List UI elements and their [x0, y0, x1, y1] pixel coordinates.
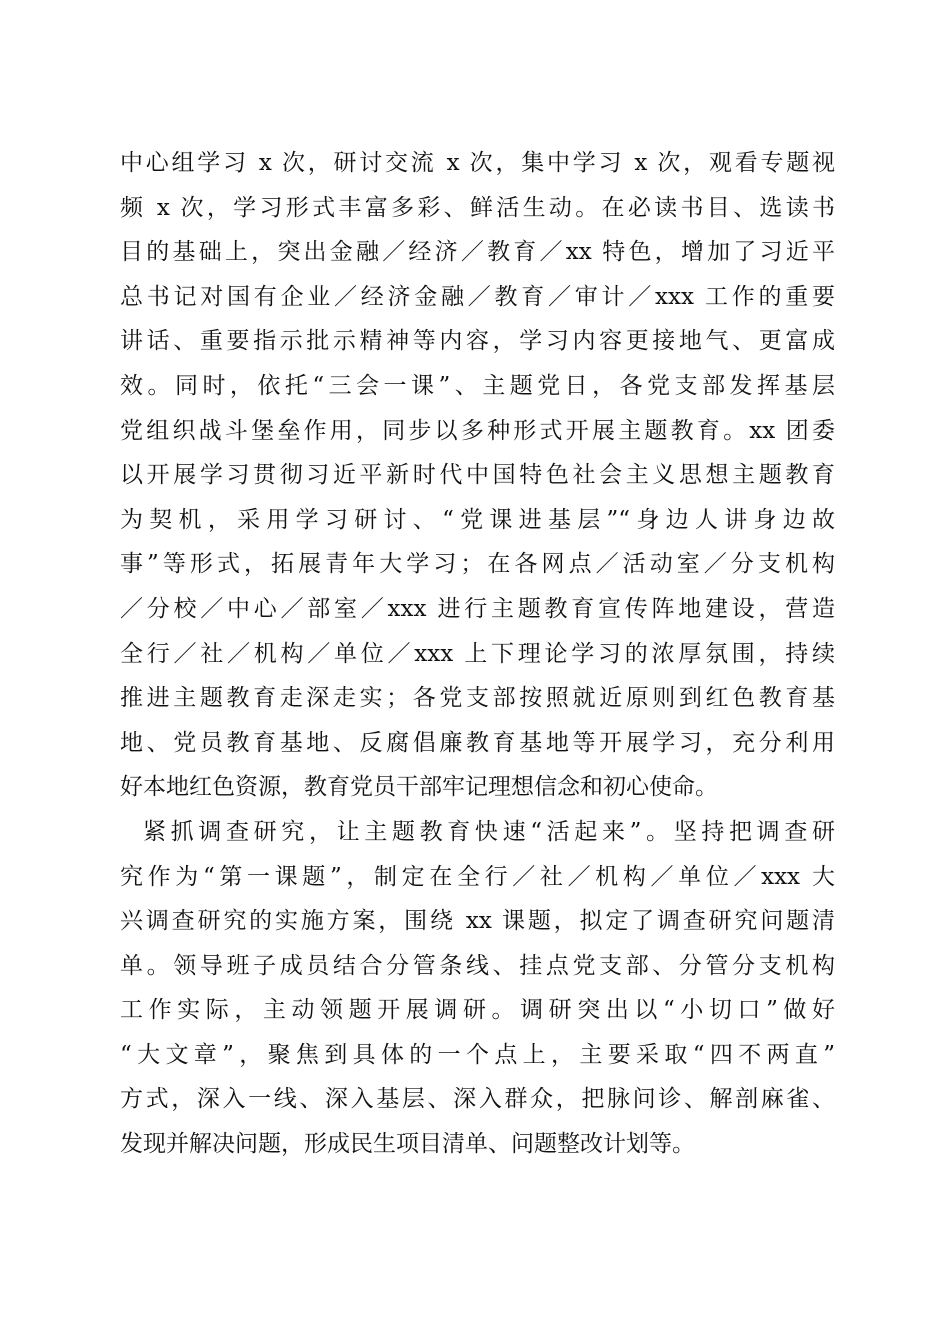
text-line: 效。同时，依托“三会一课”、主题党日，各党支部发挥基层: [120, 372, 835, 399]
text-line: 紧抓调查研究，让主题教育快速“活起来”。坚持把调查研: [143, 818, 835, 845]
text-line: 地、党员教育基地、反腐倡廉教育基地等开展学习，充分利用: [120, 729, 835, 756]
text-line: ／分校／中心／部室／xxx 进行主题教育宣传阵地建设，营造: [120, 595, 835, 622]
text-line: 单。领导班子成员结合分管条线、挂点党支部、分管分支机构: [120, 952, 835, 979]
text-line: 好本地红色资源，教育党员干部牢记理想信念和初心使命。: [120, 774, 718, 801]
paragraph-study-forms: [120, 141, 835, 810]
text-line: 为契机，采用学习研讨、“党课进基层”“身边人讲身边故: [120, 506, 835, 533]
text-line: 总书记对国有企业／经济金融／教育／审计／xxx 工作的重要: [120, 283, 835, 310]
paragraph-research: [120, 810, 835, 1167]
text-line: 发现并解决问题，形成民生项目清单、问题整改计划等。: [120, 1131, 695, 1158]
text-line: 兴调查研究的实施方案，围绕 xx 课题，拟定了调查研究问题清: [120, 908, 835, 935]
text-line: “大文章”，聚焦到具体的一个点上，主要采取“四不两直”: [120, 1041, 835, 1068]
text-line: 讲话、重要指示批示精神等内容，学习内容更接地气、更富成: [120, 328, 835, 355]
text-line: 中心组学习 x 次，研讨交流 x 次，集中学习 x 次，观看专题视: [120, 150, 835, 176]
text-line: 方式，深入一线、深入基层、深入群众，把脉问诊、解剖麻雀、: [120, 1086, 835, 1113]
text-line: 以开展学习贯彻习近平新时代中国特色社会主义思想主题教育: [120, 462, 835, 489]
text-line: 党组织战斗堡垒作用，同步以多种形式开展主题教育。xx 团委: [120, 417, 835, 444]
text-line: 工作实际，主动领题开展调研。调研突出以“小切口”做好: [120, 997, 835, 1024]
text-line: 事”等形式，拓展青年大学习；在各网点／活动室／分支机构: [120, 551, 835, 578]
text-line: 频 x 次，学习形式丰富多彩、鲜活生动。在必读书目、选读书: [120, 194, 835, 221]
text-line: 全行／社／机构／单位／xxx 上下理论学习的浓厚氛围，持续: [120, 640, 835, 667]
text-line: 究作为“第一课题”，制定在全行／社／机构／单位／xxx 大: [120, 863, 835, 890]
body-text: [120, 141, 835, 1167]
text-line: 目的基础上，突出金融／经济／教育／xx 特色，增加了习近平: [120, 239, 835, 266]
text-line: 推进主题教育走深走实；各党支部按照就近原则到红色教育基: [120, 685, 835, 712]
